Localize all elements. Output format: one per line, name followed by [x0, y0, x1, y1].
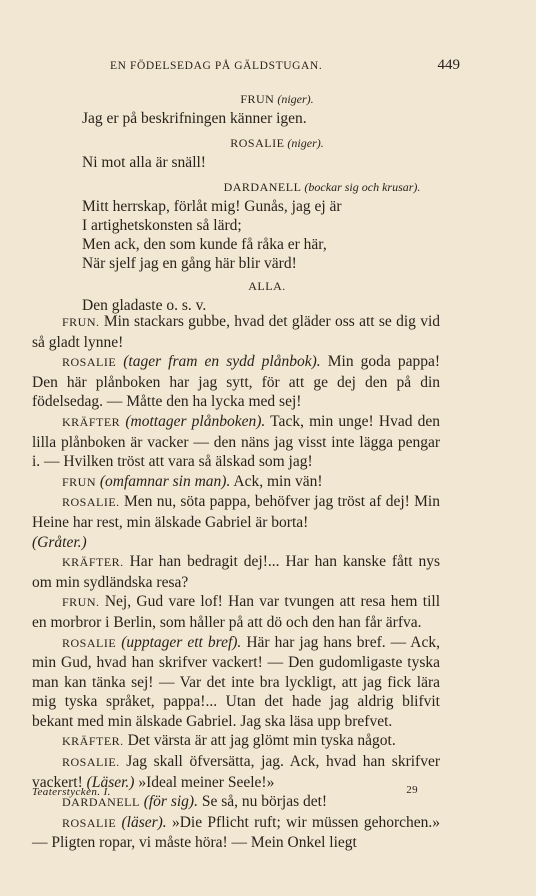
verse-line: Den gladaste o. s. v. [82, 297, 207, 314]
verse-line: Men ack, den som kunde få råka er här, [82, 236, 327, 253]
speech-rosalie: ROSALIE (upptager ett bref). Här har jag hans bref. — Ack, min Gud, hvad han skrifver vackert! — Den gudomligaste tyska man kan tänka sej! — Var det inte bra lyckligt, att jag fick lära mig tyska språket, pappa!... Utan det hade jag aldrig blifvit bekant med min älskade Gabriel. Jag ska läsa upp brefvet. [32, 633, 441, 730]
running-title: EN FÖDELSEDAG PÅ GÄLDSTUGAN. [110, 60, 323, 72]
speech-krafter: KRÄFTER. Har han bedragit dej!... Har han kanske fått nys om min sydländska resa? [32, 553, 440, 591]
speech-rosalie: ROSALIE (tager fram en sydd plånbok). Min goda pappa! Den här plånboken har jag sytt, för att ge dej den på din födelsedag. — Måtte den ha lycka med sej! [32, 353, 440, 411]
verse-speaker-frun: FRUN (niger). [240, 92, 314, 106]
speech-krafter: KRÄFTER (mottager plånboken). Tack, min unge! Hvad den lilla plånboken är vacker — den näns jag visst inte lägga pengar i. — Hvilken tröst att vara så älskad som jag! [32, 412, 440, 471]
speech-frun: FRUN. Nej, Gud vare lof! Han var tvungen att resa hem till en morbror i Berlin, som håller på att dö och den han får ärfva. [32, 593, 440, 631]
verse-speaker-alla: ALLA. [248, 279, 286, 293]
verse-line: I artighetskonsten så lärd; [82, 217, 242, 234]
prose-dialogue [32, 312, 440, 853]
speech-frun: FRUN. Min stackars gubbe, hvad det gläder oss att se dig vid så gladt lynne! [32, 313, 440, 351]
verse-line: Mitt herrskap, förlåt mig! Gunås, jag ej är [82, 198, 342, 215]
speech-rosalie: ROSALIE. Jag skall öfversätta, jag. Ack, hvad han skrifver vackert! (Läser.) »Ideal meiner Seele!» [32, 753, 440, 791]
stage-direction: (Gråter.) [32, 533, 87, 551]
verse-speaker-dardanell: DARDANELL (bockar sig och krusar). [223, 180, 421, 194]
verse-section [82, 88, 452, 315]
page-number: 449 [437, 57, 460, 73]
speech-dardanell: DARDANELL (för sig). Se så, nu börjas det! [62, 793, 328, 811]
verse-line: När sjelf jag en gång här blir värd! [82, 255, 297, 272]
page-footer [32, 786, 440, 798]
speech-rosalie: ROSALIE (läser). »Die Pflicht ruft; wir müssen gehorchen.» — Pligten ropar, vi måste höra! — Mein Onkel liegt [32, 813, 441, 852]
speech-krafter: KRÄFTER. Det värsta är att jag glömt min tyska något. [62, 732, 396, 750]
verse-line: Ni mot alla är snäll! [82, 154, 206, 171]
series-title: Teaterstycken. I. [32, 786, 111, 798]
verse-speaker-rosalie: ROSALIE (niger). [230, 136, 324, 150]
verse-line: Jag er på beskrifningen känner igen. [82, 110, 307, 127]
signature-mark: 29 [406, 784, 418, 796]
speech-frun: FRUN (omfamnar sin man). Ack, min vän! [62, 472, 323, 490]
speech-rosalie: ROSALIE. Men nu, söta pappa, behöfver jag tröst af dej! Min Heine har rest, min älskade Gabriel är borta! [32, 493, 440, 531]
running-header [110, 57, 460, 73]
